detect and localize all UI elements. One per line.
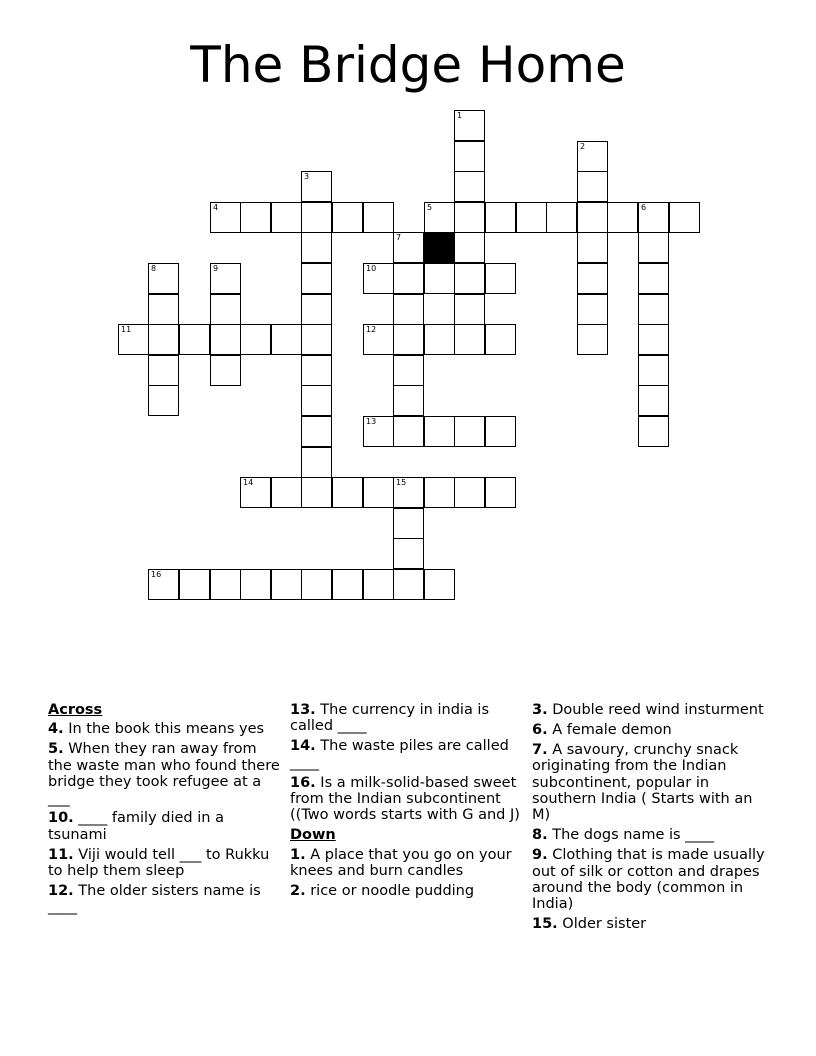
clue-down-9: 9. Clothing that is made usually out of silk or cotton and drapes around the body (common in India) — [532, 847, 765, 913]
grid-cell[interactable] — [301, 294, 332, 325]
grid-cell[interactable] — [363, 569, 394, 600]
grid-cell[interactable] — [301, 569, 332, 600]
grid-cell[interactable] — [332, 569, 363, 600]
grid-cell[interactable] — [454, 110, 485, 141]
clue-number-label: 9 — [213, 264, 219, 273]
grid-cell[interactable] — [577, 202, 608, 233]
across-heading: Across — [48, 702, 103, 718]
grid-cell[interactable] — [424, 263, 455, 294]
grid-cell[interactable] — [179, 569, 210, 600]
grid-cell[interactable] — [271, 324, 302, 355]
grid-cell[interactable] — [148, 355, 179, 386]
clue-number-label: 6 — [641, 203, 647, 212]
grid-cell[interactable] — [577, 324, 608, 355]
clue-number-label: 5 — [427, 203, 433, 212]
grid-cell[interactable] — [577, 263, 608, 294]
grid-cell[interactable] — [118, 324, 149, 355]
grid-cell[interactable] — [393, 263, 424, 294]
grid-cell[interactable] — [393, 385, 424, 416]
grid-cell[interactable] — [546, 202, 577, 233]
clue-down-7: 7. A savoury, crunchy snack originating from the Indian subcontinent, popular in southern India ( Starts with an M) — [532, 741, 753, 824]
clue-number-label: 14 — [243, 478, 254, 487]
clue-across-4: 4. In the book this means yes — [48, 721, 265, 738]
grid-cell[interactable] — [301, 355, 332, 386]
grid-cell[interactable] — [424, 416, 455, 447]
grid-cell[interactable] — [393, 416, 424, 447]
grid-cell[interactable] — [638, 202, 669, 233]
grid-cell[interactable] — [485, 416, 516, 447]
clue-number-label: 15 — [396, 478, 407, 487]
grid-cell[interactable] — [638, 294, 669, 325]
grid-cell[interactable] — [210, 569, 241, 600]
clues-column-1 — [48, 702, 284, 919]
grid-cell[interactable] — [210, 202, 241, 233]
grid-cell[interactable] — [638, 416, 669, 447]
grid-cell[interactable] — [638, 385, 669, 416]
clue-number-label: 16 — [151, 570, 162, 579]
clues-column-3 — [532, 702, 768, 936]
grid-cell[interactable] — [210, 324, 241, 355]
grid-cell[interactable] — [363, 416, 394, 447]
grid-cell[interactable] — [271, 202, 302, 233]
grid-cell[interactable] — [393, 232, 424, 263]
clue-number-label: 3 — [304, 172, 310, 181]
grid-cell[interactable] — [148, 569, 179, 600]
grid-cell[interactable] — [363, 202, 394, 233]
clue-across-13: 13. The currency in india is called ____ — [290, 702, 490, 735]
grid-cell[interactable] — [669, 202, 700, 233]
grid-cell[interactable] — [179, 324, 210, 355]
grid-cell[interactable] — [577, 171, 608, 202]
grid-cell[interactable] — [454, 294, 485, 325]
grid-cell[interactable] — [485, 263, 516, 294]
page-title: The Bridge Home — [190, 36, 626, 94]
grid-cell[interactable] — [301, 447, 332, 478]
clue-number-label: 1 — [457, 111, 463, 120]
grid-cell[interactable] — [148, 294, 179, 325]
clue-number-label: 8 — [151, 264, 157, 273]
grid-cell[interactable] — [424, 569, 455, 600]
grid-cell[interactable] — [210, 294, 241, 325]
grid-cell[interactable] — [393, 294, 424, 325]
grid-cell[interactable] — [148, 324, 179, 355]
grid-cell[interactable] — [424, 477, 455, 508]
down-heading: Down — [290, 827, 336, 844]
clue-down-8: 8. The dogs name is ____ — [532, 827, 715, 844]
grid-cell[interactable] — [301, 232, 332, 263]
grid-cell[interactable] — [454, 263, 485, 294]
grid-cell[interactable] — [485, 324, 516, 355]
grid-cell[interactable] — [332, 202, 363, 233]
clue-across-14: 14. The waste piles are called ____ — [290, 738, 509, 771]
grid-cell[interactable] — [393, 355, 424, 386]
clue-across-5: 5. When they ran away from the waste man who found there bridge they took refugee at a ___ — [48, 741, 280, 807]
grid-cell[interactable] — [332, 477, 363, 508]
grid-cell[interactable] — [210, 355, 241, 386]
grid-cell[interactable] — [393, 324, 424, 355]
clue-number-label: 7 — [396, 233, 402, 242]
grid-cell[interactable] — [363, 263, 394, 294]
clue-across-16: 16. Is a milk-solid-based sweet from the Indian subcontinent ((Two words starts with G and J) — [290, 774, 520, 824]
grid-cell[interactable] — [301, 202, 332, 233]
grid-cell[interactable] — [638, 232, 669, 263]
grid-cell[interactable] — [148, 385, 179, 416]
grid-cell[interactable] — [393, 569, 424, 600]
grid-cell[interactable] — [638, 324, 669, 355]
grid-cell[interactable] — [240, 324, 271, 355]
grid-cell[interactable] — [577, 141, 608, 172]
grid-cell[interactable] — [424, 202, 455, 233]
clue-across-10: 10. ____ family died in a tsunami — [48, 810, 224, 843]
grid-cell[interactable] — [424, 324, 455, 355]
grid-cell[interactable] — [393, 477, 424, 508]
grid-cell[interactable] — [393, 508, 424, 539]
grid-cell[interactable] — [577, 294, 608, 325]
clue-across-11: 11. Viji would tell ___ to Rukku to help them sleep — [48, 846, 270, 880]
grid-cell[interactable] — [454, 171, 485, 202]
grid-cell[interactable] — [454, 141, 485, 172]
clue-number-label: 4 — [213, 203, 219, 212]
grid-cell[interactable] — [485, 202, 516, 233]
grid-cell[interactable] — [454, 477, 485, 508]
grid-cell[interactable] — [454, 324, 485, 355]
grid-cell[interactable] — [240, 477, 271, 508]
grid-cell[interactable] — [393, 538, 424, 569]
grid-cell[interactable] — [454, 416, 485, 447]
clue-down-3: 3. Double reed wind insturment — [532, 702, 764, 718]
clue-down-2: 2. rice or noodle pudding — [290, 883, 475, 900]
clue-number-label: 11 — [121, 325, 132, 334]
clue-number-label: 12 — [366, 325, 377, 334]
grid-cell[interactable] — [271, 477, 302, 508]
grid-cell[interactable] — [240, 202, 271, 233]
black-cell — [424, 232, 455, 263]
grid-cell[interactable] — [638, 355, 669, 386]
grid-cell[interactable] — [210, 263, 241, 294]
grid-cell[interactable] — [363, 324, 394, 355]
clue-down-6: 6. A female demon — [532, 721, 672, 738]
grid-cell[interactable] — [577, 232, 608, 263]
grid-cell[interactable] — [454, 232, 485, 263]
clue-down-1: 1. A place that you go on your knees and burn candles — [290, 846, 512, 880]
grid-cell[interactable] — [148, 263, 179, 294]
clue-down-15: 15. Older sister — [532, 916, 647, 933]
clue-number-label: 13 — [366, 417, 377, 426]
grid-cell[interactable] — [301, 324, 332, 355]
clues-column-2 — [290, 702, 526, 903]
grid-cell[interactable] — [363, 477, 394, 508]
grid-cell[interactable] — [638, 263, 669, 294]
grid-cell[interactable] — [240, 569, 271, 600]
grid-cell[interactable] — [301, 171, 332, 202]
grid-cell[interactable] — [301, 385, 332, 416]
grid-cell[interactable] — [516, 202, 547, 233]
grid-cell[interactable] — [607, 202, 638, 233]
grid-cell[interactable] — [301, 416, 332, 447]
grid-cell[interactable] — [271, 569, 302, 600]
grid-cell[interactable] — [485, 477, 516, 508]
clue-number-label: 2 — [580, 142, 586, 151]
clue-across-12: 12. The older sisters name is ____ — [48, 883, 261, 916]
grid-cell[interactable] — [454, 202, 485, 233]
grid-cell[interactable] — [301, 263, 332, 294]
grid-cell[interactable] — [301, 477, 332, 508]
clue-number-label: 10 — [366, 264, 377, 273]
